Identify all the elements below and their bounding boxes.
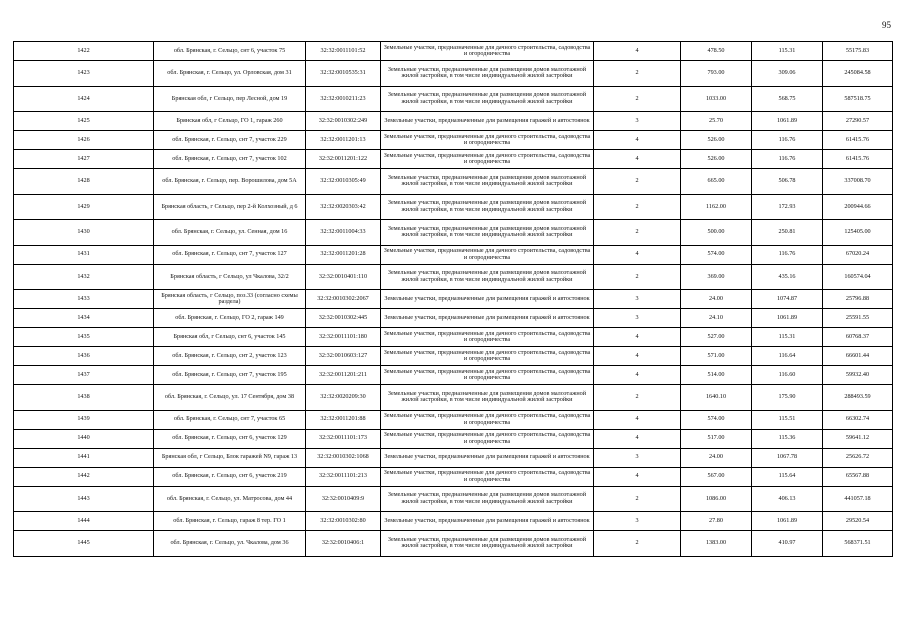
cadastral-value-cell: 25591.55 [823, 309, 893, 328]
land-use-cell: Земельные участки, предназначенные для размещения гаражей и автостоянок [381, 512, 594, 531]
table-row [14, 112, 893, 131]
address-cell: обл. Брянская, г. Сельцо, снт 7, участок 229 [154, 131, 306, 150]
area-cell: 567.00 [681, 467, 752, 486]
address-cell: Брянская обл, г Сельцо, Блок гаражей N9, гараж 13 [154, 448, 306, 467]
group-cell: 2 [594, 531, 681, 557]
group-cell: 3 [594, 112, 681, 131]
group-cell: 4 [594, 245, 681, 264]
row-number-cell: 1436 [14, 347, 154, 366]
specific-value-cell: 116.76 [752, 150, 823, 169]
row-number-cell: 1435 [14, 328, 154, 347]
row-number-cell: 1431 [14, 245, 154, 264]
cadastral-value-cell: 61415.76 [823, 150, 893, 169]
cadastral-value-cell: 568371.51 [823, 531, 893, 557]
group-cell: 2 [594, 86, 681, 112]
land-use-cell: Земельные участки, предназначенные для размещения домов малоэтажной жилой застройки, в том числе индивидуальной жилой застройки [381, 264, 594, 290]
address-cell: обл. Брянская, г. Сельцо, снт 6, участок 129 [154, 429, 306, 448]
cadastral-number-cell: 32:32:0011101:173 [306, 429, 381, 448]
cadastral-value-cell: 441057.18 [823, 486, 893, 512]
row-number-cell: 1426 [14, 131, 154, 150]
specific-value-cell: 568.75 [752, 86, 823, 112]
specific-value-cell: 115.51 [752, 410, 823, 429]
cadastral-value-cell: 29520.54 [823, 512, 893, 531]
cadastral-value-cell: 160574.04 [823, 264, 893, 290]
address-cell: обл. Брянская, г. Сельцо, ул. Сенная, дом 16 [154, 220, 306, 246]
group-cell: 4 [594, 328, 681, 347]
group-cell: 4 [594, 467, 681, 486]
cadastral-value-cell: 59641.12 [823, 429, 893, 448]
cadastral-value-cell: 125405.00 [823, 220, 893, 246]
specific-value-cell: 116.76 [752, 245, 823, 264]
cadastral-number-cell: 32:32:0010401:110 [306, 264, 381, 290]
area-cell: 1086.00 [681, 486, 752, 512]
cadastral-value-cell: 245084.58 [823, 61, 893, 87]
cadastral-number-cell: 32:32:0011201:13 [306, 131, 381, 150]
cadastral-value-cell: 55175.83 [823, 42, 893, 61]
address-cell: Брянская обл, г Сельцо, снт 6, участок 145 [154, 328, 306, 347]
specific-value-cell: 172.93 [752, 194, 823, 220]
area-cell: 571.00 [681, 347, 752, 366]
specific-value-cell: 116.76 [752, 131, 823, 150]
table-row [14, 194, 893, 220]
area-cell: 517.00 [681, 429, 752, 448]
area-cell: 24.00 [681, 290, 752, 309]
row-number-cell: 1440 [14, 429, 154, 448]
land-use-cell: Земельные участки, предназначенные для дачного строительства, садоводства и огородничества [381, 42, 594, 61]
area-cell: 526.00 [681, 150, 752, 169]
area-cell: 514.00 [681, 366, 752, 385]
specific-value-cell: 1061.89 [752, 512, 823, 531]
cadastral-value-cell: 25626.72 [823, 448, 893, 467]
land-use-cell: Земельные участки, предназначенные для размещения гаражей и автостоянок [381, 309, 594, 328]
table-row [14, 512, 893, 531]
address-cell: обл. Брянская, г. Сельцо, ул. Орловская, дом 31 [154, 61, 306, 87]
address-cell: обл. Брянская, г. Сельцо, ул. Чкалова, дом 36 [154, 531, 306, 557]
cadastral-number-cell: 32:32:0010302:1068 [306, 448, 381, 467]
cadastral-value-cell: 66302.74 [823, 410, 893, 429]
address-cell: Брянская обл, г Сельцо, пер Лесной, дом 19 [154, 86, 306, 112]
land-use-cell: Земельные участки, предназначенные для дачного строительства, садоводства и огородничества [381, 467, 594, 486]
cadastral-number-cell: 32:32:0011101:52 [306, 42, 381, 61]
cadastral-value-cell: 66601.44 [823, 347, 893, 366]
row-number-cell: 1422 [14, 42, 154, 61]
cadastral-number-cell: 32:32:0020209:30 [306, 385, 381, 411]
table-row [14, 220, 893, 246]
group-cell: 4 [594, 366, 681, 385]
cadastral-number-cell: 32:32:0010211:23 [306, 86, 381, 112]
address-cell: Брянская область, г Сельцо, пер 2-й Колхозный, д 6 [154, 194, 306, 220]
cadastral-number-cell: 32:32:0020303:42 [306, 194, 381, 220]
area-cell: 1162.00 [681, 194, 752, 220]
land-use-cell: Земельные участки, предназначенные для размещения домов малоэтажной жилой застройки, в том числе индивидуальной жилой застройки [381, 220, 594, 246]
row-number-cell: 1428 [14, 169, 154, 195]
row-number-cell: 1423 [14, 61, 154, 87]
address-cell: обл. Брянская, г. Сельцо, ул. Матросова, дом 44 [154, 486, 306, 512]
specific-value-cell: 1061.89 [752, 309, 823, 328]
land-use-cell: Земельные участки, предназначенные для размещения домов малоэтажной жилой застройки, в том числе индивидуальной жилой застройки [381, 194, 594, 220]
address-cell: обл. Брянская, г. Сельцо, снт 7, участок 127 [154, 245, 306, 264]
land-register-table [13, 41, 893, 557]
table-row [14, 245, 893, 264]
area-cell: 574.00 [681, 245, 752, 264]
cadastral-number-cell: 32:32:0010409:9 [306, 486, 381, 512]
row-number-cell: 1434 [14, 309, 154, 328]
cadastral-number-cell: 32:32:0010302:445 [306, 309, 381, 328]
address-cell: Брянская обл, г Сельцо, ГО 1, гараж 260 [154, 112, 306, 131]
table-row [14, 531, 893, 557]
table-row [14, 264, 893, 290]
cadastral-value-cell: 288493.59 [823, 385, 893, 411]
address-cell: обл. Брянская, г. Сельцо, снт 6, участок 219 [154, 467, 306, 486]
specific-value-cell: 1074.87 [752, 290, 823, 309]
land-use-cell: Земельные участки, предназначенные для дачного строительства, садоводства и огородничества [381, 245, 594, 264]
area-cell: 574.00 [681, 410, 752, 429]
group-cell: 3 [594, 512, 681, 531]
specific-value-cell: 116.60 [752, 366, 823, 385]
cadastral-number-cell: 32:32:0010535:31 [306, 61, 381, 87]
cadastral-number-cell: 32:32:0010603:127 [306, 347, 381, 366]
cadastral-number-cell: 32:32:0010305:49 [306, 169, 381, 195]
cadastral-value-cell: 200944.66 [823, 194, 893, 220]
cadastral-value-cell: 27290.57 [823, 112, 893, 131]
row-number-cell: 1444 [14, 512, 154, 531]
group-cell: 4 [594, 429, 681, 448]
area-cell: 1640.10 [681, 385, 752, 411]
cadastral-number-cell: 32:32:0010302:249 [306, 112, 381, 131]
address-cell: Брянская область, г Сельцо, поз.33 (согласно схемы раздела) [154, 290, 306, 309]
cadastral-value-cell: 65567.88 [823, 467, 893, 486]
cadastral-number-cell: 32:32:0010406:1 [306, 531, 381, 557]
table-row [14, 150, 893, 169]
cadastral-number-cell: 32:32:0011201:211 [306, 366, 381, 385]
land-use-cell: Земельные участки, предназначенные для дачного строительства, садоводства и огородничества [381, 429, 594, 448]
cadastral-number-cell: 32:32:0011201:28 [306, 245, 381, 264]
table-row [14, 61, 893, 87]
row-number-cell: 1445 [14, 531, 154, 557]
address-cell: Брянская область, г Сельцо, ул Чкалова, 32/2 [154, 264, 306, 290]
area-cell: 27.80 [681, 512, 752, 531]
cadastral-value-cell: 61415.76 [823, 131, 893, 150]
specific-value-cell: 175.90 [752, 385, 823, 411]
land-use-cell: Земельные участки, предназначенные для дачного строительства, садоводства и огородничества [381, 410, 594, 429]
cadastral-number-cell: 32:32:0011201:122 [306, 150, 381, 169]
row-number-cell: 1430 [14, 220, 154, 246]
cadastral-value-cell: 337008.70 [823, 169, 893, 195]
page-number: 95 [882, 20, 891, 30]
table-row [14, 486, 893, 512]
cadastral-value-cell: 587518.75 [823, 86, 893, 112]
cadastral-number-cell: 32:32:0010302:2067 [306, 290, 381, 309]
address-cell: обл. Брянская, г. Сельцо, снт 2, участок 123 [154, 347, 306, 366]
table-row [14, 448, 893, 467]
group-cell: 2 [594, 61, 681, 87]
land-use-cell: Земельные участки, предназначенные для размещения гаражей и автостоянок [381, 112, 594, 131]
specific-value-cell: 506.78 [752, 169, 823, 195]
land-use-cell: Земельные участки, предназначенные для размещения домов малоэтажной жилой застройки, в том числе индивидуальной жилой застройки [381, 61, 594, 87]
cadastral-value-cell: 67020.24 [823, 245, 893, 264]
specific-value-cell: 115.31 [752, 42, 823, 61]
row-number-cell: 1441 [14, 448, 154, 467]
cadastral-number-cell: 32:32:0011201:88 [306, 410, 381, 429]
land-use-cell: Земельные участки, предназначенные для размещения гаражей и автостоянок [381, 448, 594, 467]
area-cell: 1383.00 [681, 531, 752, 557]
area-cell: 478.50 [681, 42, 752, 61]
area-cell: 527.00 [681, 328, 752, 347]
specific-value-cell: 115.36 [752, 429, 823, 448]
group-cell: 4 [594, 347, 681, 366]
area-cell: 526.00 [681, 131, 752, 150]
address-cell: обл. Брянская, г. Сельцо, снт 7, участок 195 [154, 366, 306, 385]
specific-value-cell: 406.13 [752, 486, 823, 512]
group-cell: 2 [594, 486, 681, 512]
row-number-cell: 1439 [14, 410, 154, 429]
specific-value-cell: 115.31 [752, 328, 823, 347]
address-cell: обл. Брянская, г. Сельцо, ул. 17 Сентября, дом 38 [154, 385, 306, 411]
table-row [14, 467, 893, 486]
row-number-cell: 1438 [14, 385, 154, 411]
land-use-cell: Земельные участки, предназначенные для дачного строительства, садоводства и огородничества [381, 131, 594, 150]
cadastral-number-cell: 32:32:0011101:213 [306, 467, 381, 486]
area-cell: 1033.00 [681, 86, 752, 112]
row-number-cell: 1424 [14, 86, 154, 112]
row-number-cell: 1442 [14, 467, 154, 486]
land-use-cell: Земельные участки, предназначенные для размещения домов малоэтажной жилой застройки, в том числе индивидуальной жилой застройки [381, 385, 594, 411]
row-number-cell: 1429 [14, 194, 154, 220]
group-cell: 3 [594, 290, 681, 309]
land-use-cell: Земельные участки, предназначенные для размещения гаражей и автостоянок [381, 290, 594, 309]
land-use-cell: Земельные участки, предназначенные для дачного строительства, садоводства и огородничества [381, 366, 594, 385]
area-cell: 500.00 [681, 220, 752, 246]
row-number-cell: 1427 [14, 150, 154, 169]
land-use-cell: Земельные участки, предназначенные для дачного строительства, садоводства и огородничества [381, 328, 594, 347]
address-cell: обл. Брянская, г. Сельцо, пер. Ворошилова, дом 5А [154, 169, 306, 195]
cadastral-value-cell: 59932.40 [823, 366, 893, 385]
table-row [14, 347, 893, 366]
specific-value-cell: 250.81 [752, 220, 823, 246]
cadastral-value-cell: 25796.88 [823, 290, 893, 309]
group-cell: 4 [594, 410, 681, 429]
row-number-cell: 1433 [14, 290, 154, 309]
specific-value-cell: 309.06 [752, 61, 823, 87]
land-use-cell: Земельные участки, предназначенные для дачного строительства, садоводства и огородничества [381, 347, 594, 366]
table-row [14, 366, 893, 385]
table-row [14, 169, 893, 195]
specific-value-cell: 1067.78 [752, 448, 823, 467]
address-cell: обл. Брянская, г. Сельцо, гараж 8 тер. ГО 1 [154, 512, 306, 531]
area-cell: 793.00 [681, 61, 752, 87]
table-row [14, 131, 893, 150]
specific-value-cell: 435.16 [752, 264, 823, 290]
table-row [14, 410, 893, 429]
land-use-cell: Земельные участки, предназначенные для размещения домов малоэтажной жилой застройки, в том числе индивидуальной жилой застройки [381, 531, 594, 557]
land-use-cell: Земельные участки, предназначенные для размещения домов малоэтажной жилой застройки, в том числе индивидуальной жилой застройки [381, 486, 594, 512]
land-use-cell: Земельные участки, предназначенные для размещения домов малоэтажной жилой застройки, в том числе индивидуальной жилой застройки [381, 86, 594, 112]
table-row [14, 290, 893, 309]
row-number-cell: 1443 [14, 486, 154, 512]
address-cell: обл. Брянская, г. Сельцо, ГО 2, гараж 149 [154, 309, 306, 328]
group-cell: 4 [594, 131, 681, 150]
area-cell: 665.00 [681, 169, 752, 195]
specific-value-cell: 116.64 [752, 347, 823, 366]
group-cell: 2 [594, 194, 681, 220]
row-number-cell: 1425 [14, 112, 154, 131]
group-cell: 2 [594, 264, 681, 290]
table-row [14, 42, 893, 61]
address-cell: обл. Брянская, г. Сельцо, снт 7, участок 65 [154, 410, 306, 429]
table-row [14, 385, 893, 411]
group-cell: 4 [594, 42, 681, 61]
address-cell: обл. Брянская, г. Сельцо, снт 7, участок 102 [154, 150, 306, 169]
table-row [14, 328, 893, 347]
cadastral-number-cell: 32:32:0010302:80 [306, 512, 381, 531]
area-cell: 24.10 [681, 309, 752, 328]
area-cell: 369.00 [681, 264, 752, 290]
specific-value-cell: 1061.89 [752, 112, 823, 131]
area-cell: 24.00 [681, 448, 752, 467]
area-cell: 25.70 [681, 112, 752, 131]
table-row [14, 309, 893, 328]
row-number-cell: 1432 [14, 264, 154, 290]
cadastral-number-cell: 32:32:0011101:180 [306, 328, 381, 347]
specific-value-cell: 115.64 [752, 467, 823, 486]
table-row [14, 429, 893, 448]
specific-value-cell: 410.97 [752, 531, 823, 557]
land-use-cell: Земельные участки, предназначенные для дачного строительства, садоводства и огородничества [381, 150, 594, 169]
group-cell: 2 [594, 220, 681, 246]
group-cell: 4 [594, 150, 681, 169]
table-row [14, 86, 893, 112]
cadastral-number-cell: 32:32:0011004:33 [306, 220, 381, 246]
cadastral-value-cell: 60768.37 [823, 328, 893, 347]
group-cell: 2 [594, 169, 681, 195]
address-cell: обл. Брянская, г. Сельцо, снт 6, участок 75 [154, 42, 306, 61]
row-number-cell: 1437 [14, 366, 154, 385]
group-cell: 3 [594, 309, 681, 328]
group-cell: 3 [594, 448, 681, 467]
land-use-cell: Земельные участки, предназначенные для размещения домов малоэтажной жилой застройки, в том числе индивидуальной жилой застройки [381, 169, 594, 195]
group-cell: 2 [594, 385, 681, 411]
